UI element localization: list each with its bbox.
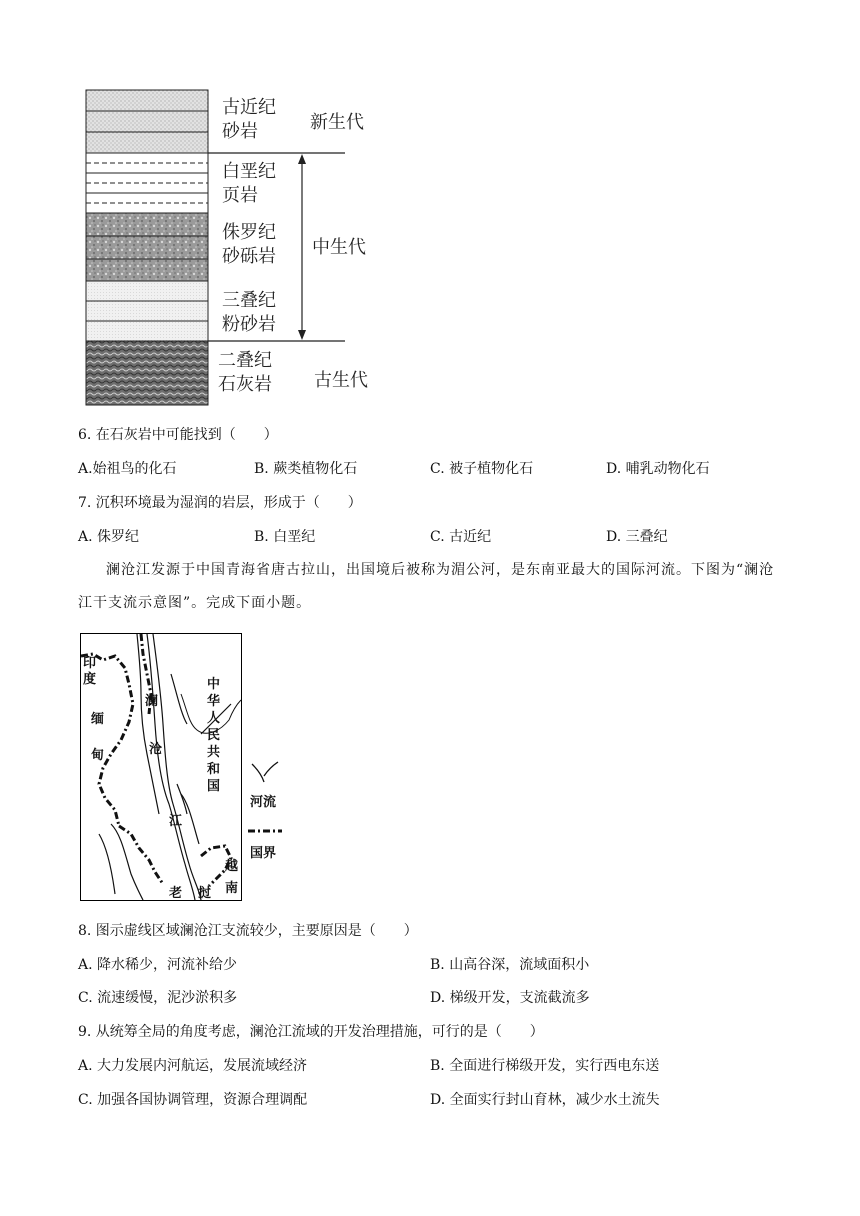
question-7-option-a: A. 侏罗纪 [78, 529, 140, 545]
question-8-stem: 8. 图示虚线区域澜沧江支流较少，主要原因是（ ） [78, 923, 418, 939]
layer-label-triassic: 三叠纪 粉砂岩 [222, 290, 276, 335]
layer-label-cretaceous: 白垩纪 页岩 [222, 161, 276, 206]
question-9-stem: 9. 从统筹全局的角度考虑，澜沧江流域的开发治理措施，可行的是（ ） [78, 1024, 544, 1040]
layer-paleogene [86, 90, 208, 153]
question-6-option-b: B. 蕨类植物化石 [254, 461, 358, 477]
question-9-option-a: A. 大力发展内河航运，发展流域经济 [78, 1058, 308, 1074]
question-6-option-d: D. 哺乳动物化石 [606, 461, 710, 477]
era-cenozoic: 新生代 [310, 112, 364, 133]
question-9-option-b: B. 全面进行梯级开发，实行西电东送 [430, 1058, 660, 1074]
mesozoic-arrow [298, 154, 306, 340]
question-7-option-b: B. 白垩纪 [254, 529, 316, 545]
map-label-vietnam: 越 南 [225, 859, 239, 896]
legend-river-label: 河流 [250, 795, 277, 810]
map-label-river-1: 澜 [145, 694, 159, 709]
era-mesozoic: 中生代 [312, 237, 366, 258]
map-label-river-3: 江 [169, 814, 183, 829]
strata-figure [0, 0, 420, 410]
intro-line-1: 澜沧江发源于中国青海省唐古拉山，出国境后被称为湄公河，是东南亚最大的国际河流。下图为“澜沧 [106, 562, 775, 578]
map-label-river-2: 沧 [149, 742, 163, 757]
legend-border-symbol [248, 826, 282, 836]
lancang-river-map [80, 633, 242, 901]
map-label-myanmar: 缅 甸 [91, 712, 105, 763]
layer-label-paleogene: 古近纪 砂岩 [222, 97, 276, 142]
legend-border-label: 国界 [250, 846, 277, 861]
era-paleozoic: 古生代 [314, 370, 368, 391]
question-9-option-c: C. 加强各国协调管理，资源合理调配 [78, 1092, 308, 1108]
question-7-stem: 7. 沉积环境最为湿润的岩层，形成于（ ） [78, 495, 362, 511]
layer-jurassic [86, 213, 208, 281]
question-8-option-c: C. 流速缓慢，泥沙淤积多 [78, 990, 238, 1006]
intro-line-2: 江干支流示意图”。完成下面小题。 [78, 595, 312, 611]
layer-label-permian: 二叠纪 石灰岩 [218, 350, 272, 395]
question-8-option-d: D. 梯级开发，支流截流多 [430, 990, 590, 1006]
question-6-option-a: A.始祖鸟的化石 [78, 461, 177, 477]
layer-permian [86, 341, 208, 405]
layer-cretaceous [86, 153, 208, 213]
question-6-option-c: C. 被子植物化石 [430, 461, 534, 477]
question-9-option-d: D. 全面实行封山育林，减少水土流失 [430, 1092, 660, 1108]
legend-river-symbol [250, 758, 280, 784]
strata-column-graphic [0, 0, 420, 410]
question-8-option-a: A. 降水稀少，河流补给少 [78, 957, 238, 973]
map-label-india: 印 度 [83, 656, 97, 687]
map-label-china: 中 华 人 民 共 和 国 [207, 677, 221, 794]
question-6-stem: 6. 在石灰岩中可能找到（ ） [78, 427, 278, 443]
layer-triassic [86, 281, 208, 341]
question-8-option-b: B. 山高谷深，流域面积小 [430, 957, 590, 973]
question-7-option-c: C. 古近纪 [430, 529, 492, 545]
question-7-option-d: D. 三叠纪 [606, 529, 668, 545]
map-label-laos: 老 挝 [169, 886, 212, 901]
layer-label-jurassic: 侏罗纪 砂砾岩 [222, 222, 276, 267]
